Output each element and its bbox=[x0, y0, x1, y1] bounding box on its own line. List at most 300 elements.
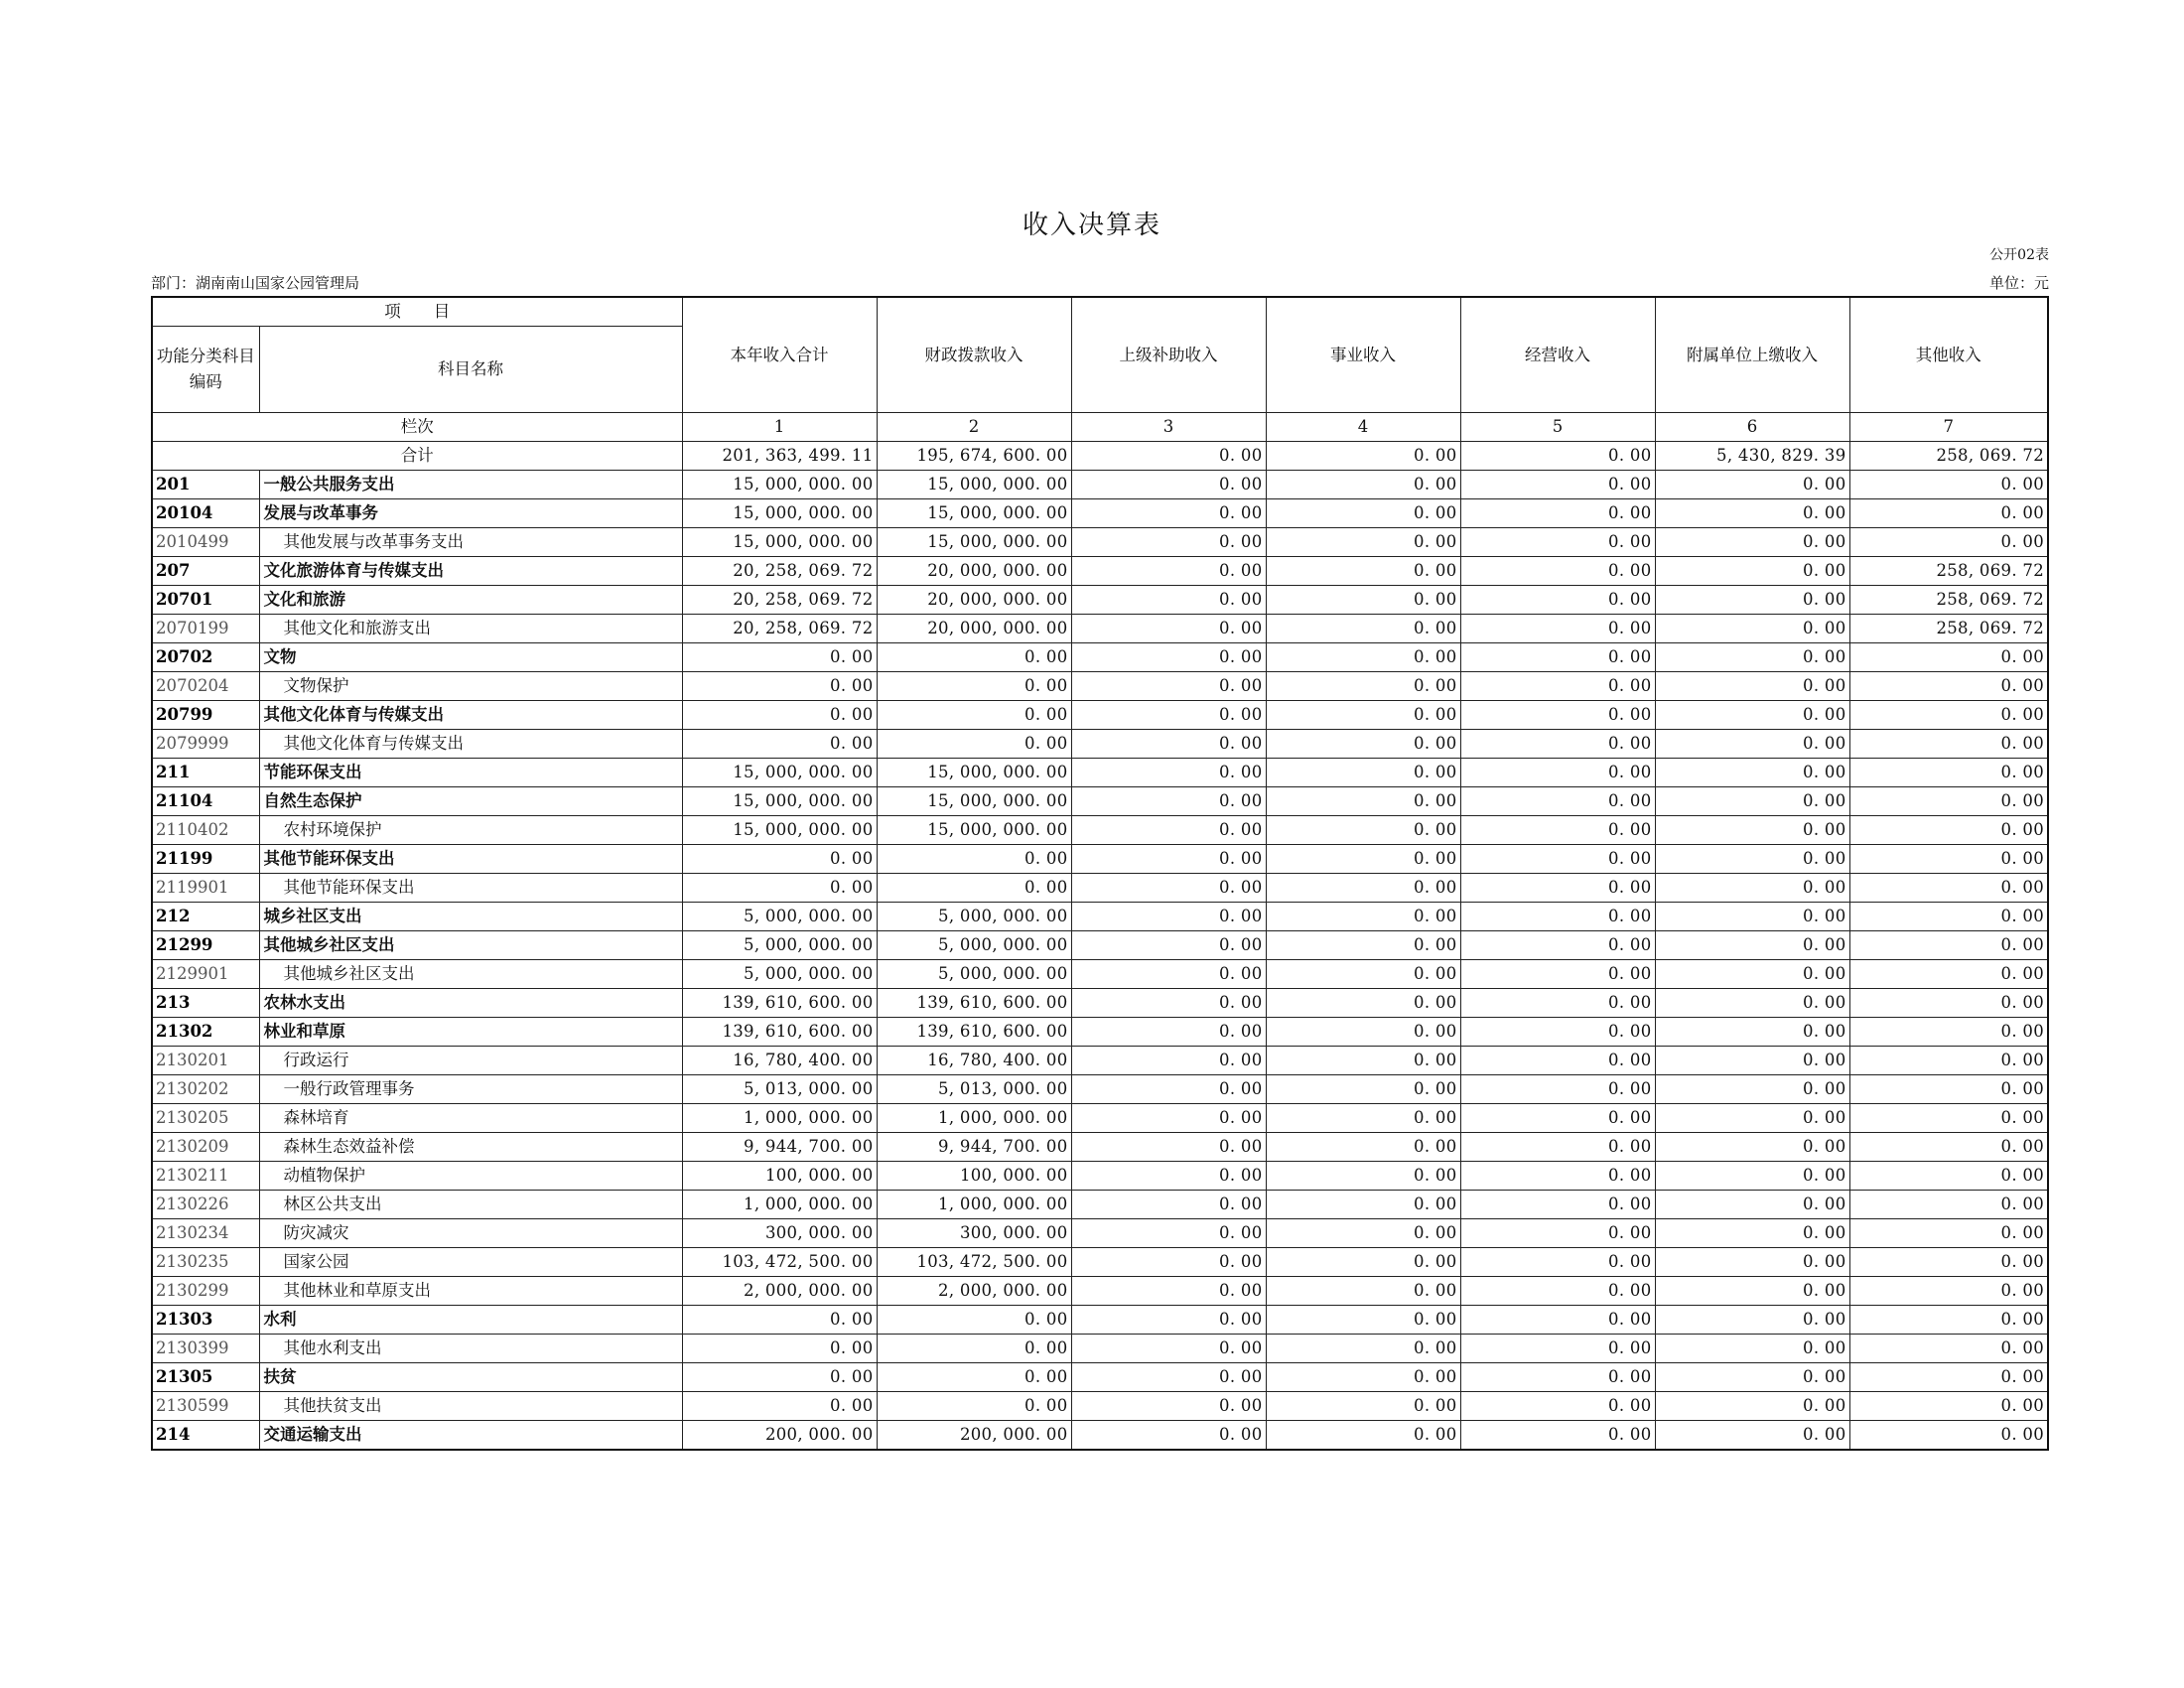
subject-name: 发展与改革事务 bbox=[259, 499, 682, 528]
subject-name: 文物保护 bbox=[259, 672, 682, 701]
amount-cell: 0. 00 bbox=[1655, 1306, 1849, 1335]
subject-name: 一般公共服务支出 bbox=[259, 471, 682, 499]
amount-cell: 0. 00 bbox=[682, 730, 877, 759]
amount-cell: 0. 00 bbox=[1071, 1306, 1266, 1335]
amount-cell: 15, 000, 000. 00 bbox=[682, 499, 877, 528]
amount-cell: 0. 00 bbox=[1655, 816, 1849, 845]
amount-cell: 0. 00 bbox=[877, 1335, 1071, 1363]
subject-code: 20702 bbox=[152, 643, 259, 672]
amount-cell: 0. 00 bbox=[1849, 471, 2048, 499]
amount-cell: 0. 00 bbox=[1655, 874, 1849, 903]
table-row bbox=[152, 989, 2048, 1018]
unit-label: 单位：元 bbox=[1988, 274, 2049, 292]
amount-cell: 0. 00 bbox=[1460, 1277, 1655, 1306]
amount-cell: 1, 000, 000. 00 bbox=[877, 1104, 1071, 1133]
amount-cell: 0. 00 bbox=[1071, 586, 1266, 615]
amount-cell: 0. 00 bbox=[1655, 471, 1849, 499]
amount-cell: 0. 00 bbox=[1460, 615, 1655, 643]
amount-cell: 15, 000, 000. 00 bbox=[682, 759, 877, 787]
subject-name: 其他文化体育与传媒支出 bbox=[259, 701, 682, 730]
department-label: 部门：湖南南山国家公园管理局 bbox=[151, 274, 360, 292]
amount-cell: 0. 00 bbox=[1071, 1363, 1266, 1392]
table-row bbox=[152, 1047, 2048, 1075]
table-row bbox=[152, 701, 2048, 730]
table-row bbox=[152, 759, 2048, 787]
table-row bbox=[152, 1018, 2048, 1047]
table-row bbox=[152, 874, 2048, 903]
amount-cell: 0. 00 bbox=[1460, 1047, 1655, 1075]
subject-code: 2130599 bbox=[152, 1392, 259, 1421]
subject-name: 城乡社区支出 bbox=[259, 903, 682, 931]
amount-cell: 0. 00 bbox=[1266, 1335, 1460, 1363]
amount-cell: 0. 00 bbox=[1460, 1133, 1655, 1162]
header-fiscal-appropriation: 财政拨款收入 bbox=[877, 297, 1071, 413]
amount-cell: 0. 00 bbox=[1849, 701, 2048, 730]
header-code: 功能分类科目编码 bbox=[152, 327, 259, 413]
subject-name: 节能环保支出 bbox=[259, 759, 682, 787]
amount-cell: 0. 00 bbox=[1460, 1018, 1655, 1047]
amount-cell: 0. 00 bbox=[1849, 643, 2048, 672]
amount-cell: 0. 00 bbox=[1655, 672, 1849, 701]
amount-cell: 0. 00 bbox=[1266, 557, 1460, 586]
subject-name: 其他发展与改革事务支出 bbox=[259, 528, 682, 557]
amount-cell: 0. 00 bbox=[1071, 471, 1266, 499]
amount-cell: 9, 944, 700. 00 bbox=[877, 1133, 1071, 1162]
amount-cell: 0. 00 bbox=[1655, 1075, 1849, 1104]
table-row bbox=[152, 1363, 2048, 1392]
amount-cell: 0. 00 bbox=[1849, 499, 2048, 528]
amount-cell: 0. 00 bbox=[1266, 643, 1460, 672]
table-row bbox=[152, 1392, 2048, 1421]
subject-code: 2130234 bbox=[152, 1219, 259, 1248]
amount-cell: 0. 00 bbox=[1071, 960, 1266, 989]
amount-cell: 0. 00 bbox=[682, 672, 877, 701]
amount-cell: 0. 00 bbox=[1460, 1335, 1655, 1363]
amount-cell: 0. 00 bbox=[1849, 528, 2048, 557]
amount-cell: 258, 069. 72 bbox=[1849, 615, 2048, 643]
amount-cell: 5, 000, 000. 00 bbox=[877, 960, 1071, 989]
subject-name: 其他文化和旅游支出 bbox=[259, 615, 682, 643]
amount-cell: 0. 00 bbox=[1849, 1363, 2048, 1392]
amount-cell: 0. 00 bbox=[1071, 759, 1266, 787]
subject-code: 2130209 bbox=[152, 1133, 259, 1162]
amount-cell: 0. 00 bbox=[1849, 960, 2048, 989]
amount-cell: 0. 00 bbox=[1460, 1306, 1655, 1335]
amount-cell: 0. 00 bbox=[1849, 1421, 2048, 1451]
amount-cell: 0. 00 bbox=[1266, 931, 1460, 960]
subject-name: 其他节能环保支出 bbox=[259, 845, 682, 874]
subject-code: 214 bbox=[152, 1421, 259, 1451]
amount-cell: 0. 00 bbox=[1266, 960, 1460, 989]
amount-cell: 0. 00 bbox=[1460, 759, 1655, 787]
amount-cell: 5, 000, 000. 00 bbox=[877, 931, 1071, 960]
amount-cell: 0. 00 bbox=[1655, 1219, 1849, 1248]
amount-cell: 0. 00 bbox=[1655, 557, 1849, 586]
amount-cell: 0. 00 bbox=[1655, 1133, 1849, 1162]
amount-cell: 0. 00 bbox=[1849, 1277, 2048, 1306]
amount-cell: 5, 013, 000. 00 bbox=[877, 1075, 1071, 1104]
amount-cell: 5, 000, 000. 00 bbox=[682, 903, 877, 931]
amount-cell: 20, 000, 000. 00 bbox=[877, 557, 1071, 586]
amount-cell: 0. 00 bbox=[1849, 1047, 2048, 1075]
amount-cell: 0. 00 bbox=[1266, 903, 1460, 931]
header-affiliated-unit-income: 附属单位上缴收入 bbox=[1655, 297, 1849, 413]
column-number: 3 bbox=[1071, 413, 1266, 442]
subject-name: 文化旅游体育与传媒支出 bbox=[259, 557, 682, 586]
amount-cell: 0. 00 bbox=[1266, 1018, 1460, 1047]
subject-code: 20104 bbox=[152, 499, 259, 528]
amount-cell: 0. 00 bbox=[1460, 557, 1655, 586]
amount-cell: 0. 00 bbox=[1071, 1162, 1266, 1191]
header-operating-income: 经营收入 bbox=[1460, 297, 1655, 413]
amount-cell: 0. 00 bbox=[1266, 816, 1460, 845]
header-business-income: 事业收入 bbox=[1266, 297, 1460, 413]
subject-name: 农村环境保护 bbox=[259, 816, 682, 845]
amount-cell: 0. 00 bbox=[1460, 499, 1655, 528]
amount-cell: 0. 00 bbox=[1460, 528, 1655, 557]
amount-cell: 0. 00 bbox=[1460, 1162, 1655, 1191]
amount-cell: 0. 00 bbox=[1071, 528, 1266, 557]
amount-cell: 0. 00 bbox=[1071, 1392, 1266, 1421]
amount-cell: 0. 00 bbox=[1655, 528, 1849, 557]
amount-cell: 0. 00 bbox=[1849, 903, 2048, 931]
column-number: 1 bbox=[682, 413, 877, 442]
subject-name: 国家公园 bbox=[259, 1248, 682, 1277]
amount-cell: 0. 00 bbox=[1849, 989, 2048, 1018]
amount-cell: 0. 00 bbox=[1460, 960, 1655, 989]
subject-code: 21303 bbox=[152, 1306, 259, 1335]
amount-cell: 0. 00 bbox=[1849, 1248, 2048, 1277]
amount-cell: 2, 000, 000. 00 bbox=[877, 1277, 1071, 1306]
table-row bbox=[152, 1421, 2048, 1451]
amount-cell: 100, 000. 00 bbox=[682, 1162, 877, 1191]
amount-cell: 0. 00 bbox=[1849, 1219, 2048, 1248]
header-name: 科目名称 bbox=[259, 327, 682, 413]
amount-cell: 200, 000. 00 bbox=[682, 1421, 877, 1451]
amount-cell: 0. 00 bbox=[1460, 903, 1655, 931]
amount-cell: 0. 00 bbox=[1266, 499, 1460, 528]
header-total-income: 本年收入合计 bbox=[682, 297, 877, 413]
subject-name: 一般行政管理事务 bbox=[259, 1075, 682, 1104]
amount-cell: 0. 00 bbox=[1460, 1248, 1655, 1277]
amount-cell: 0. 00 bbox=[1071, 931, 1266, 960]
amount-cell: 0. 00 bbox=[877, 1306, 1071, 1335]
amount-cell: 15, 000, 000. 00 bbox=[682, 816, 877, 845]
subject-code: 21302 bbox=[152, 1018, 259, 1047]
amount-cell: 0. 00 bbox=[1071, 1104, 1266, 1133]
table-row bbox=[152, 499, 2048, 528]
table-row bbox=[152, 1075, 2048, 1104]
amount-cell: 15, 000, 000. 00 bbox=[877, 759, 1071, 787]
amount-cell: 300, 000. 00 bbox=[682, 1219, 877, 1248]
column-number: 6 bbox=[1655, 413, 1849, 442]
amount-cell: 0. 00 bbox=[1266, 1421, 1460, 1451]
amount-cell: 0. 00 bbox=[1266, 787, 1460, 816]
subject-code: 2119901 bbox=[152, 874, 259, 903]
amount-cell: 0. 00 bbox=[1071, 557, 1266, 586]
amount-cell: 0. 00 bbox=[1071, 989, 1266, 1018]
amount-cell: 0. 00 bbox=[1071, 845, 1266, 874]
amount-cell: 0. 00 bbox=[1266, 759, 1460, 787]
subject-code: 21305 bbox=[152, 1363, 259, 1392]
table-row bbox=[152, 1162, 2048, 1191]
amount-cell: 0. 00 bbox=[1655, 1162, 1849, 1191]
subject-name: 其他城乡社区支出 bbox=[259, 931, 682, 960]
amount-cell: 0. 00 bbox=[682, 874, 877, 903]
table-row bbox=[152, 1248, 2048, 1277]
subject-name: 其他林业和草原支出 bbox=[259, 1277, 682, 1306]
table-row bbox=[152, 1306, 2048, 1335]
subject-code: 20799 bbox=[152, 701, 259, 730]
subject-name: 林区公共支出 bbox=[259, 1191, 682, 1219]
total-value: 0. 00 bbox=[1460, 442, 1655, 471]
table-row bbox=[152, 903, 2048, 931]
amount-cell: 16, 780, 400. 00 bbox=[682, 1047, 877, 1075]
amount-cell: 0. 00 bbox=[1266, 1047, 1460, 1075]
subject-code: 2130399 bbox=[152, 1335, 259, 1363]
total-row bbox=[152, 442, 2048, 471]
amount-cell: 0. 00 bbox=[1849, 787, 2048, 816]
amount-cell: 0. 00 bbox=[877, 730, 1071, 759]
subject-name: 扶贫 bbox=[259, 1363, 682, 1392]
amount-cell: 300, 000. 00 bbox=[877, 1219, 1071, 1248]
column-number: 5 bbox=[1460, 413, 1655, 442]
amount-cell: 0. 00 bbox=[1266, 1191, 1460, 1219]
subject-code: 2079999 bbox=[152, 730, 259, 759]
amount-cell: 0. 00 bbox=[1655, 1363, 1849, 1392]
amount-cell: 0. 00 bbox=[1266, 1075, 1460, 1104]
subject-name: 森林生态效益补偿 bbox=[259, 1133, 682, 1162]
amount-cell: 0. 00 bbox=[1460, 816, 1655, 845]
amount-cell: 0. 00 bbox=[682, 1363, 877, 1392]
amount-cell: 0. 00 bbox=[1071, 1248, 1266, 1277]
amount-cell: 0. 00 bbox=[1655, 931, 1849, 960]
amount-cell: 0. 00 bbox=[1849, 1104, 2048, 1133]
subject-code: 2130235 bbox=[152, 1248, 259, 1277]
income-settlement-table bbox=[151, 296, 2049, 1451]
amount-cell: 0. 00 bbox=[1655, 615, 1849, 643]
amount-cell: 0. 00 bbox=[1460, 1104, 1655, 1133]
amount-cell: 0. 00 bbox=[1266, 1104, 1460, 1133]
amount-cell: 139, 610, 600. 00 bbox=[877, 989, 1071, 1018]
amount-cell: 0. 00 bbox=[1849, 1133, 2048, 1162]
table-row bbox=[152, 643, 2048, 672]
subject-name: 自然生态保护 bbox=[259, 787, 682, 816]
total-label: 合计 bbox=[152, 442, 682, 471]
amount-cell: 0. 00 bbox=[1071, 1018, 1266, 1047]
column-number: 7 bbox=[1849, 413, 2048, 442]
table-row bbox=[152, 787, 2048, 816]
subject-name: 其他城乡社区支出 bbox=[259, 960, 682, 989]
subject-name: 行政运行 bbox=[259, 1047, 682, 1075]
subject-code: 212 bbox=[152, 903, 259, 931]
amount-cell: 0. 00 bbox=[1849, 816, 2048, 845]
amount-cell: 139, 610, 600. 00 bbox=[877, 1018, 1071, 1047]
table-row bbox=[152, 931, 2048, 960]
amount-cell: 0. 00 bbox=[682, 845, 877, 874]
table-row bbox=[152, 471, 2048, 499]
amount-cell: 15, 000, 000. 00 bbox=[877, 787, 1071, 816]
amount-cell: 20, 000, 000. 00 bbox=[877, 615, 1071, 643]
amount-cell: 0. 00 bbox=[1071, 1219, 1266, 1248]
amount-cell: 0. 00 bbox=[1460, 989, 1655, 1018]
amount-cell: 0. 00 bbox=[1460, 471, 1655, 499]
header-superior-subsidy: 上级补助收入 bbox=[1071, 297, 1266, 413]
amount-cell: 0. 00 bbox=[1071, 672, 1266, 701]
amount-cell: 0. 00 bbox=[1460, 845, 1655, 874]
table-row bbox=[152, 960, 2048, 989]
amount-cell: 0. 00 bbox=[1266, 845, 1460, 874]
total-value: 0. 00 bbox=[1266, 442, 1460, 471]
amount-cell: 5, 000, 000. 00 bbox=[682, 960, 877, 989]
total-value: 5, 430, 829. 39 bbox=[1655, 442, 1849, 471]
amount-cell: 0. 00 bbox=[682, 643, 877, 672]
amount-cell: 0. 00 bbox=[1655, 759, 1849, 787]
amount-cell: 0. 00 bbox=[1071, 1335, 1266, 1363]
amount-cell: 0. 00 bbox=[1460, 643, 1655, 672]
table-row bbox=[152, 557, 2048, 586]
amount-cell: 0. 00 bbox=[1266, 1248, 1460, 1277]
amount-cell: 0. 00 bbox=[1266, 989, 1460, 1018]
amount-cell: 15, 000, 000. 00 bbox=[682, 787, 877, 816]
amount-cell: 0. 00 bbox=[1655, 586, 1849, 615]
subject-code: 2010499 bbox=[152, 528, 259, 557]
amount-cell: 0. 00 bbox=[1266, 874, 1460, 903]
amount-cell: 0. 00 bbox=[1655, 787, 1849, 816]
subject-code: 2130211 bbox=[152, 1162, 259, 1191]
amount-cell: 0. 00 bbox=[1460, 1219, 1655, 1248]
amount-cell: 0. 00 bbox=[1849, 1191, 2048, 1219]
amount-cell: 0. 00 bbox=[1460, 1392, 1655, 1421]
amount-cell: 15, 000, 000. 00 bbox=[682, 528, 877, 557]
amount-cell: 1, 000, 000. 00 bbox=[877, 1191, 1071, 1219]
header-item: 项 目 bbox=[152, 297, 682, 327]
amount-cell: 0. 00 bbox=[1655, 1392, 1849, 1421]
subject-code: 2070204 bbox=[152, 672, 259, 701]
amount-cell: 0. 00 bbox=[1071, 1191, 1266, 1219]
subject-name: 其他文化体育与传媒支出 bbox=[259, 730, 682, 759]
amount-cell: 0. 00 bbox=[1266, 471, 1460, 499]
amount-cell: 0. 00 bbox=[877, 701, 1071, 730]
form-number: 公开02表 bbox=[1989, 247, 2049, 263]
amount-cell: 0. 00 bbox=[1655, 1047, 1849, 1075]
amount-cell: 0. 00 bbox=[1655, 989, 1849, 1018]
subject-name: 森林培育 bbox=[259, 1104, 682, 1133]
amount-cell: 0. 00 bbox=[1655, 845, 1849, 874]
subject-code: 2130299 bbox=[152, 1277, 259, 1306]
amount-cell: 0. 00 bbox=[877, 643, 1071, 672]
subject-code: 21299 bbox=[152, 931, 259, 960]
subject-code: 213 bbox=[152, 989, 259, 1018]
amount-cell: 0. 00 bbox=[1460, 701, 1655, 730]
amount-cell: 0. 00 bbox=[1071, 903, 1266, 931]
amount-cell: 15, 000, 000. 00 bbox=[877, 528, 1071, 557]
amount-cell: 103, 472, 500. 00 bbox=[877, 1248, 1071, 1277]
amount-cell: 0. 00 bbox=[682, 1392, 877, 1421]
table-row bbox=[152, 586, 2048, 615]
amount-cell: 0. 00 bbox=[1266, 730, 1460, 759]
subject-name: 动植物保护 bbox=[259, 1162, 682, 1191]
subject-name: 其他水利支出 bbox=[259, 1335, 682, 1363]
amount-cell: 103, 472, 500. 00 bbox=[682, 1248, 877, 1277]
amount-cell: 0. 00 bbox=[682, 1306, 877, 1335]
total-value: 0. 00 bbox=[1071, 442, 1266, 471]
subject-code: 2130202 bbox=[152, 1075, 259, 1104]
amount-cell: 5, 013, 000. 00 bbox=[682, 1075, 877, 1104]
amount-cell: 0. 00 bbox=[1460, 1363, 1655, 1392]
amount-cell: 0. 00 bbox=[1071, 499, 1266, 528]
amount-cell: 0. 00 bbox=[1849, 1075, 2048, 1104]
column-number: 4 bbox=[1266, 413, 1460, 442]
amount-cell: 20, 258, 069. 72 bbox=[682, 615, 877, 643]
amount-cell: 15, 000, 000. 00 bbox=[877, 499, 1071, 528]
amount-cell: 0. 00 bbox=[1655, 701, 1849, 730]
amount-cell: 5, 000, 000. 00 bbox=[682, 931, 877, 960]
amount-cell: 139, 610, 600. 00 bbox=[682, 1018, 877, 1047]
amount-cell: 0. 00 bbox=[1655, 1248, 1849, 1277]
amount-cell: 0. 00 bbox=[1655, 643, 1849, 672]
amount-cell: 0. 00 bbox=[1071, 1133, 1266, 1162]
amount-cell: 0. 00 bbox=[1266, 1162, 1460, 1191]
amount-cell: 9, 944, 700. 00 bbox=[682, 1133, 877, 1162]
amount-cell: 16, 780, 400. 00 bbox=[877, 1047, 1071, 1075]
table-row bbox=[152, 615, 2048, 643]
amount-cell: 2, 000, 000. 00 bbox=[682, 1277, 877, 1306]
amount-cell: 100, 000. 00 bbox=[877, 1162, 1071, 1191]
subject-code: 211 bbox=[152, 759, 259, 787]
table-row bbox=[152, 1133, 2048, 1162]
amount-cell: 0. 00 bbox=[1849, 672, 2048, 701]
amount-cell: 0. 00 bbox=[1460, 672, 1655, 701]
amount-cell: 0. 00 bbox=[1655, 1191, 1849, 1219]
amount-cell: 0. 00 bbox=[1071, 643, 1266, 672]
amount-cell: 0. 00 bbox=[1266, 1306, 1460, 1335]
amount-cell: 0. 00 bbox=[1655, 960, 1849, 989]
amount-cell: 0. 00 bbox=[1071, 730, 1266, 759]
amount-cell: 0. 00 bbox=[682, 701, 877, 730]
column-index-label: 栏次 bbox=[152, 413, 682, 442]
table-row bbox=[152, 1219, 2048, 1248]
subject-code: 21104 bbox=[152, 787, 259, 816]
amount-cell: 0. 00 bbox=[1266, 701, 1460, 730]
amount-cell: 0. 00 bbox=[1266, 1363, 1460, 1392]
amount-cell: 0. 00 bbox=[1266, 615, 1460, 643]
amount-cell: 15, 000, 000. 00 bbox=[877, 816, 1071, 845]
subject-name: 农林水支出 bbox=[259, 989, 682, 1018]
amount-cell: 0. 00 bbox=[1655, 1104, 1849, 1133]
amount-cell: 0. 00 bbox=[1266, 1219, 1460, 1248]
subject-name: 其他扶贫支出 bbox=[259, 1392, 682, 1421]
amount-cell: 0. 00 bbox=[1071, 787, 1266, 816]
column-number: 2 bbox=[877, 413, 1071, 442]
subject-name: 防灾减灾 bbox=[259, 1219, 682, 1248]
amount-cell: 0. 00 bbox=[1849, 874, 2048, 903]
amount-cell: 0. 00 bbox=[1849, 1162, 2048, 1191]
amount-cell: 0. 00 bbox=[1849, 1392, 2048, 1421]
amount-cell: 0. 00 bbox=[1655, 1277, 1849, 1306]
amount-cell: 0. 00 bbox=[1071, 1421, 1266, 1451]
table-row bbox=[152, 1277, 2048, 1306]
subject-code: 201 bbox=[152, 471, 259, 499]
amount-cell: 0. 00 bbox=[1266, 1277, 1460, 1306]
amount-cell: 0. 00 bbox=[1071, 1075, 1266, 1104]
amount-cell: 0. 00 bbox=[1849, 759, 2048, 787]
amount-cell: 0. 00 bbox=[1266, 1392, 1460, 1421]
amount-cell: 0. 00 bbox=[1071, 1047, 1266, 1075]
amount-cell: 258, 069. 72 bbox=[1849, 557, 2048, 586]
amount-cell: 0. 00 bbox=[1849, 1306, 2048, 1335]
amount-cell: 0. 00 bbox=[1460, 787, 1655, 816]
